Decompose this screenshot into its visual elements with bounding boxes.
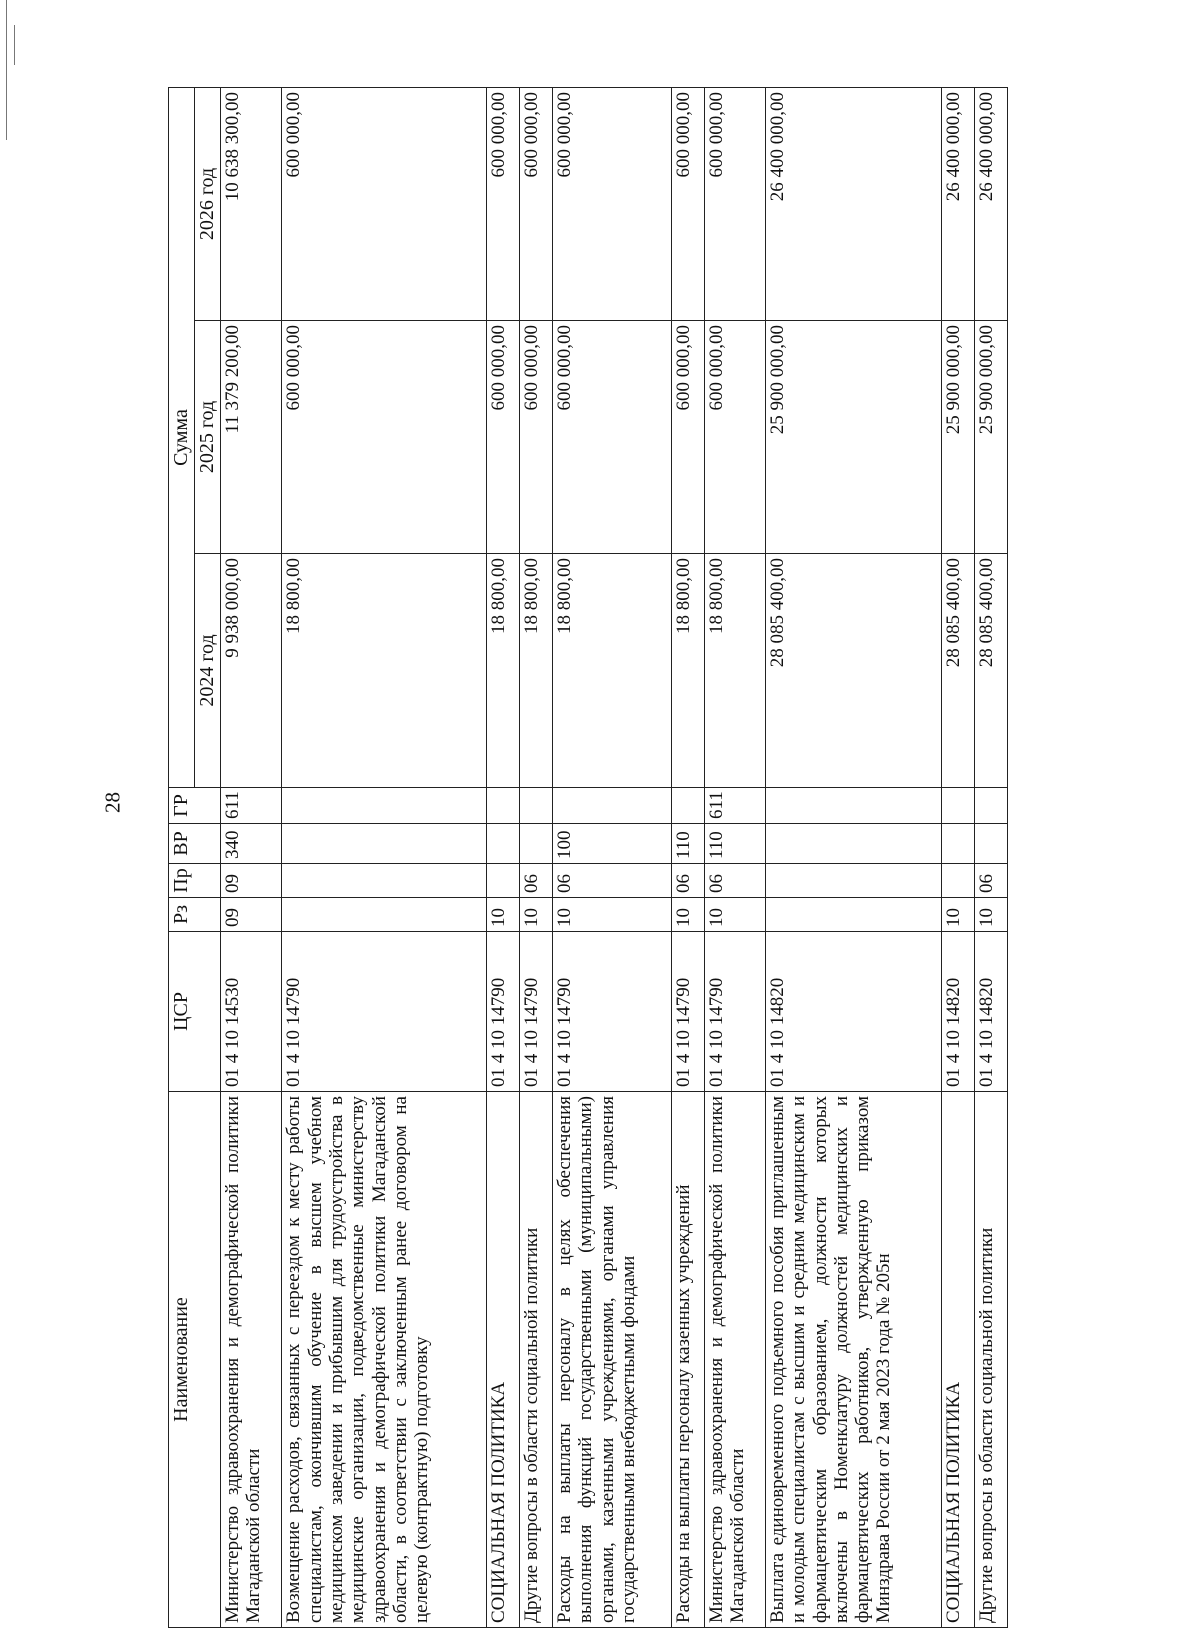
table-row xyxy=(552,87,671,1627)
row-sum-2025: 25 900 000,00 xyxy=(766,321,942,554)
row-name: Расходы на выплаты персоналу казенных учреждений xyxy=(671,1092,704,1628)
row-sum-2025: 11 379 200,00 xyxy=(221,321,282,554)
row-rz: 10 xyxy=(975,898,1008,932)
row-csr: 01 4 10 14820 xyxy=(942,932,975,1092)
row-sum-2026: 26 400 000,00 xyxy=(942,87,975,320)
row-pr: 06 xyxy=(520,864,553,898)
row-csr: 01 4 10 14790 xyxy=(487,932,520,1092)
header-vr: ВР xyxy=(169,824,221,864)
row-vr xyxy=(975,824,1008,864)
row-sum-2024: 28 085 400,00 xyxy=(942,554,975,788)
header-sum: Сумма xyxy=(169,87,195,787)
row-name: Возмещение расходов, связанных с переездом к месту работы специалистам, окончившим обучение в высшем учебном медицинском заведении и прибывшим для трудоустройства в медицинские организации, подведомственные министерству здравоохранения и демографической политики Магаданской области, в соответствии с заключенным ранее договором на целевую (контрактную) подготовку xyxy=(282,1092,487,1628)
row-gr xyxy=(671,788,704,824)
row-sum-2024: 18 800,00 xyxy=(487,554,520,788)
row-rz: 10 xyxy=(942,898,975,932)
row-sum-2025: 600 000,00 xyxy=(520,321,553,554)
row-gr: 611 xyxy=(221,788,282,824)
row-sum-2025: 25 900 000,00 xyxy=(975,321,1008,554)
row-name: Министерство здравоохранения и демографической политики Магаданской области xyxy=(221,1092,282,1628)
row-sum-2025: 600 000,00 xyxy=(487,321,520,554)
row-vr xyxy=(487,824,520,864)
row-sum-2024: 9 938 000,00 xyxy=(221,554,282,788)
row-gr xyxy=(942,788,975,824)
scan-edge-mark xyxy=(6,0,7,140)
row-pr xyxy=(766,864,942,898)
row-vr xyxy=(520,824,553,864)
row-sum-2025: 600 000,00 xyxy=(282,321,487,554)
row-name: Другие вопросы в области социальной политики xyxy=(520,1092,553,1628)
row-vr: 110 xyxy=(704,824,765,864)
row-sum-2026: 600 000,00 xyxy=(704,87,765,320)
row-sum-2024: 18 800,00 xyxy=(282,554,487,788)
row-gr xyxy=(766,788,942,824)
header-rz: Рз xyxy=(169,898,221,932)
row-sum-2026: 600 000,00 xyxy=(282,87,487,320)
table-row xyxy=(671,87,704,1627)
row-rz: 10 xyxy=(487,898,520,932)
row-name: СОЦИАЛЬНАЯ ПОЛИТИКА xyxy=(487,1092,520,1628)
header-gr: ГР xyxy=(169,788,221,824)
row-rz: 09 xyxy=(221,898,282,932)
row-gr xyxy=(487,788,520,824)
row-sum-2024: 28 085 400,00 xyxy=(766,554,942,788)
row-pr: 06 xyxy=(671,864,704,898)
row-rz: 10 xyxy=(520,898,553,932)
row-pr: 09 xyxy=(221,864,282,898)
row-pr: 06 xyxy=(704,864,765,898)
table-row xyxy=(766,87,942,1627)
row-sum-2024: 28 085 400,00 xyxy=(975,554,1008,788)
row-vr: 100 xyxy=(552,824,671,864)
header-year-2024: 2024 год xyxy=(195,554,221,788)
row-gr xyxy=(552,788,671,824)
header-csr: ЦСР xyxy=(169,932,221,1092)
table-row xyxy=(704,87,765,1627)
row-name: Министерство здравоохранения и демографической политики Магаданской области xyxy=(704,1092,765,1628)
row-gr xyxy=(975,788,1008,824)
row-name: Выплата единовременного подъемного пособия приглашенным и молодым специалистам с высшим и средним медицинским и фармацевтическим образованием, должности которых включены в Номенклатуру должностей медицинских и фармацевтических работников, утвержденную приказом Минздрава России от 2 мая 2023 года № 205н xyxy=(766,1092,942,1628)
row-csr: 01 4 10 14790 xyxy=(671,932,704,1092)
row-vr: 110 xyxy=(671,824,704,864)
row-sum-2026: 26 400 000,00 xyxy=(766,87,942,320)
row-csr: 01 4 10 14820 xyxy=(766,932,942,1092)
row-sum-2024: 18 800,00 xyxy=(552,554,671,788)
scan-edge-mark xyxy=(14,25,15,65)
row-vr xyxy=(282,824,487,864)
row-sum-2024: 18 800,00 xyxy=(704,554,765,788)
row-name: Расходы на выплаты персоналу в целях обеспечения выполнения функций государственными (муниципальными) органами, казенными учреждениями, органами управления государственными внебюджетными фондами xyxy=(552,1092,671,1628)
table-row xyxy=(975,87,1008,1627)
header-name: Наименование xyxy=(169,1092,221,1628)
row-gr xyxy=(282,788,487,824)
row-rz xyxy=(766,898,942,932)
header-year-2025: 2025 год xyxy=(195,321,221,554)
row-rz: 10 xyxy=(552,898,671,932)
budget-table-container xyxy=(168,88,1008,1628)
table-row xyxy=(282,87,487,1627)
row-name: Другие вопросы в области социальной политики xyxy=(975,1092,1008,1628)
row-pr xyxy=(282,864,487,898)
row-rz: 10 xyxy=(671,898,704,932)
row-vr xyxy=(766,824,942,864)
row-rz: 10 xyxy=(704,898,765,932)
row-vr: 340 xyxy=(221,824,282,864)
row-sum-2025: 600 000,00 xyxy=(552,321,671,554)
row-gr xyxy=(520,788,553,824)
page-number: 28 xyxy=(100,792,125,813)
row-sum-2026: 26 400 000,00 xyxy=(975,87,1008,320)
row-sum-2026: 600 000,00 xyxy=(520,87,553,320)
row-gr: 611 xyxy=(704,788,765,824)
row-sum-2026: 10 638 300,00 xyxy=(221,87,282,320)
row-sum-2026: 600 000,00 xyxy=(671,87,704,320)
row-pr xyxy=(942,864,975,898)
header-pr: Пр xyxy=(169,864,221,898)
row-sum-2024: 18 800,00 xyxy=(671,554,704,788)
row-csr: 01 4 10 14790 xyxy=(552,932,671,1092)
row-sum-2026: 600 000,00 xyxy=(552,87,671,320)
budget-table xyxy=(168,87,1008,1628)
row-pr: 06 xyxy=(552,864,671,898)
header-year-2026: 2026 год xyxy=(195,87,221,320)
row-vr xyxy=(942,824,975,864)
row-pr: 06 xyxy=(975,864,1008,898)
row-sum-2025: 600 000,00 xyxy=(671,321,704,554)
row-csr: 01 4 10 14530 xyxy=(221,932,282,1092)
table-row xyxy=(221,87,282,1627)
row-sum-2026: 600 000,00 xyxy=(487,87,520,320)
table-row xyxy=(520,87,553,1627)
row-name: СОЦИАЛЬНАЯ ПОЛИТИКА xyxy=(942,1092,975,1628)
row-csr: 01 4 10 14820 xyxy=(975,932,1008,1092)
table-row xyxy=(487,87,520,1627)
row-rz xyxy=(282,898,487,932)
row-csr: 01 4 10 14790 xyxy=(282,932,487,1092)
row-pr xyxy=(487,864,520,898)
row-sum-2025: 600 000,00 xyxy=(704,321,765,554)
row-sum-2024: 18 800,00 xyxy=(520,554,553,788)
table-row xyxy=(942,87,975,1627)
row-csr: 01 4 10 14790 xyxy=(520,932,553,1092)
row-sum-2025: 25 900 000,00 xyxy=(942,321,975,554)
row-csr: 01 4 10 14790 xyxy=(704,932,765,1092)
header-row xyxy=(169,87,195,1627)
